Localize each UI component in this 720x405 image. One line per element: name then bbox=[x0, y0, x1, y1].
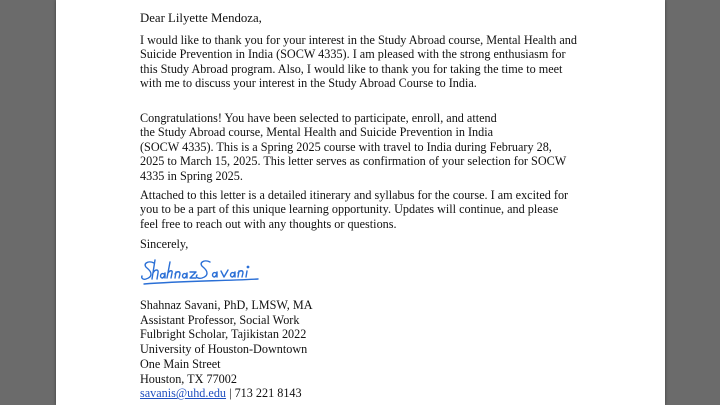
paragraph-thanks: I would like to thank you for your interest in the Study Abroad course, Mental Health and Suicide Prevention in India (SOCW 4335). I am pleased with the strong enthusiasm for this Study Abroad program. Also, I would like to thank you for taking the time to meet with me to discuss your interest in the Study Abroad Course to India. bbox=[140, 33, 577, 91]
signature-block bbox=[140, 298, 313, 401]
email-link[interactable]: savanis@uhd.edu bbox=[140, 386, 227, 401]
contact-separator: | bbox=[226, 386, 235, 401]
letter-closing: Sincerely, bbox=[140, 237, 189, 251]
paragraph-attachment: Attached to this letter is a detailed itinerary and syllabus for the course. I am excited for you to be a part of this unique learning opportunity. Updates will continue, and please feel free to reach out with any thoughts or questions. bbox=[140, 188, 569, 231]
paragraph-congratulations: Congratulations! You have been selected to participate, enroll, and attend the Study Abroad course, Mental Health and Suicide Prevention in India (SOCW 4335). This is a Spring 2025 course with travel to India during February 28, 2025 to March 15, 2025. This letter serves as confirmation of your selection for SOCW 4335 in Spring 2025. bbox=[140, 111, 567, 183]
signer-name: Shahnaz Savani, PhD, LMSW, MA bbox=[140, 298, 313, 312]
signer-street: One Main Street bbox=[140, 356, 221, 371]
signer-city: Houston, TX 77002 bbox=[140, 371, 237, 386]
signer-title: Assistant Professor, Social Work bbox=[140, 312, 300, 327]
signer-phone: 713 221 8143 bbox=[234, 386, 302, 401]
letter-greeting: Dear Lilyette Mendoza, bbox=[140, 11, 262, 25]
signer-honor: Fulbright Scholar, Tajikistan 2022 bbox=[140, 327, 307, 342]
handwritten-signature bbox=[140, 254, 290, 290]
contact-line bbox=[140, 386, 313, 401]
letter-page bbox=[56, 0, 665, 405]
signer-institution: University of Houston-Downtown bbox=[140, 342, 308, 357]
